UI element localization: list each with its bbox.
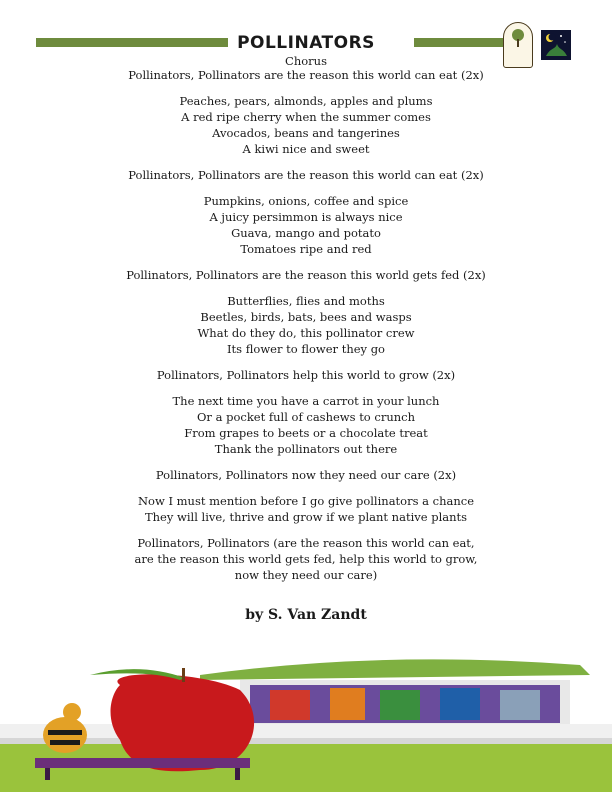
stanza xyxy=(0,493,612,525)
lyric-line: Thank the pollinators out there xyxy=(214,442,398,456)
page-title: POLLINATORS xyxy=(237,33,375,53)
stanza xyxy=(0,267,612,283)
lyric-line: Butterflies, flies and moths xyxy=(227,294,385,308)
author-byline: by S. Van Zandt xyxy=(245,607,367,623)
stanza xyxy=(0,193,612,257)
apple-stadium-illustration xyxy=(0,640,612,792)
stanza xyxy=(0,393,612,457)
lyric-line: Avocados, beans and tangerines xyxy=(212,126,400,140)
lyric-line: Pollinators, Pollinators help this world to grow (2x) xyxy=(156,368,456,382)
lyric-line: Peaches, pears, almonds, apples and plums xyxy=(179,94,433,108)
lyric-line: Or a pocket full of cashews to crunch xyxy=(197,410,415,424)
lyric-line: From grapes to beets or a chocolate treat xyxy=(184,426,428,440)
lyric-line: now they need our care) xyxy=(234,568,378,582)
lyric-line: Now I must mention before I go give pollinators a chance xyxy=(137,494,475,508)
lyric-line: Pollinators, Pollinators are the reason this world gets fed (2x) xyxy=(126,268,486,282)
lyric-line: Tomatoes ripe and red xyxy=(240,242,372,256)
lyric-line: Pollinators, Pollinators (are the reason this world can eat, xyxy=(137,536,475,550)
stanza xyxy=(0,167,612,183)
lyric-line: Pollinators, Pollinators are the reason this world can eat (2x) xyxy=(128,68,484,82)
lyric-line: Pumpkins, onions, coffee and spice xyxy=(203,194,409,208)
lyric-line: Guava, mango and potato xyxy=(231,226,381,240)
lyric-line: Beetles, birds, bats, bees and wasps xyxy=(200,310,412,324)
lyric-line: A red ripe cherry when the summer comes xyxy=(181,110,431,124)
stanza xyxy=(0,467,612,483)
lyric-line: Its flower to flower they go xyxy=(227,342,385,356)
lyric-line: Pollinators, Pollinators are the reason this world can eat (2x) xyxy=(128,168,484,182)
stanza xyxy=(0,293,612,357)
lyric-line: are the reason this world gets fed, help this world to grow, xyxy=(134,552,478,566)
lyric-line: A kiwi nice and sweet xyxy=(242,142,370,156)
stanza xyxy=(0,367,612,383)
lyric-line: Pollinators, Pollinators now they need our care (2x) xyxy=(155,468,457,482)
lyric-line: They will live, thrive and grow if we plant native plants xyxy=(144,510,468,524)
stanza xyxy=(0,535,612,583)
lyric-line: What do they do, this pollinator crew xyxy=(197,326,415,340)
lyrics xyxy=(0,67,612,593)
lyric-line: The next time you have a carrot in your lunch xyxy=(172,394,440,408)
lyric-line: A juicy persimmon is always nice xyxy=(209,210,403,224)
stanza xyxy=(0,67,612,83)
stanza xyxy=(0,93,612,157)
chorus-label: Chorus xyxy=(285,54,327,68)
